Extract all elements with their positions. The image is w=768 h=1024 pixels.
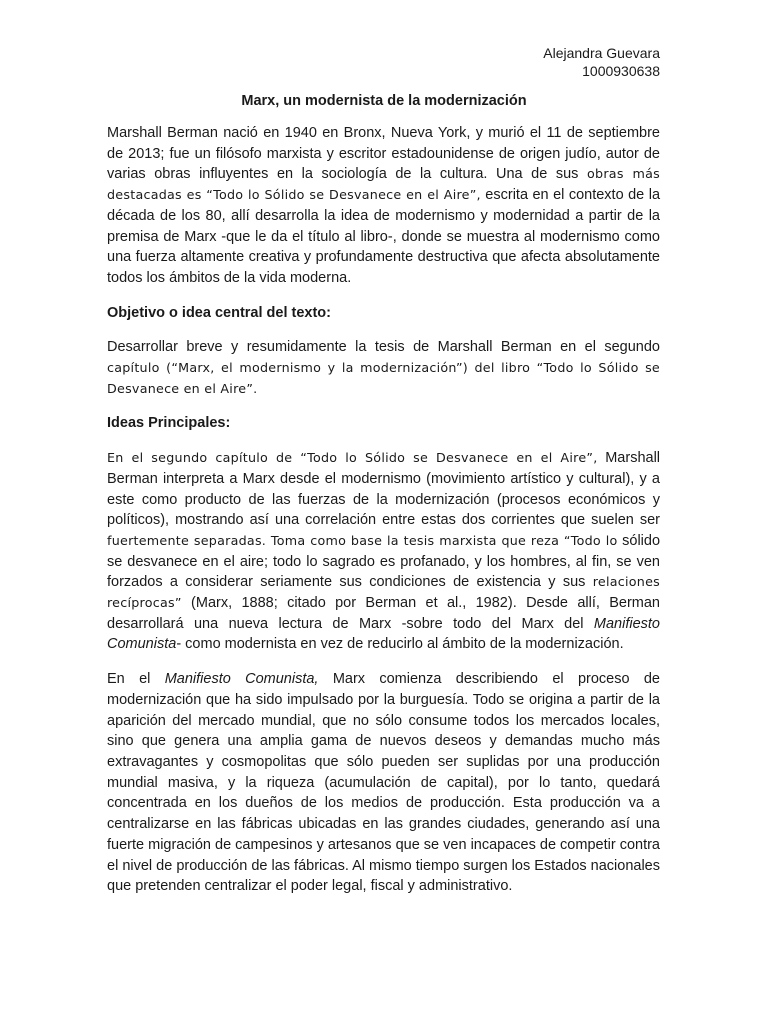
document-title: Marx, un modernista de la modernización [241,93,527,109]
intro-paragraph [107,123,660,289]
objective-text-b: capítulo (“Marx, el modernismo y la modernización”) del libro “Todo lo Sólido se Desvanece en el Aire”. [107,360,660,396]
objective-text-a: Desarrollar breve y resumidamente la tesis de Marshall Berman en el segundo [107,339,660,356]
manifesto-text-c: Marx comienza describiendo el proceso de modernización que ha sido impulsado por la burguesía. Todo se origina a partir de la aparición del mercado mundial, que no sólo consume todos los mercados locales, sino que genera una amplia gama de nuevos deseos y demandas mucho más extravagantes y cosmopolitas que sólo pueden ser suplidas por una producción mundial masiva, y la riqueza (acumulación de capital), por lo tanto, quedará concentrada en los dueños de los medios de producción. Esta producción va a centralizarse en las fábricas ubicadas en las grandes ciudades, generando así una fuerte migración de campesinos y artesanos que se ven incapaces de competir contra el nivel de producción de las fábricas. Al mismo tiempo surgen los Estados nacionales que pretenden centralizar el poder legal, fiscal y administrativo. [107,671,660,895]
ideas-text-d: sólido se desvanece en el aire; todo lo sagrado es profanado, y los hombres, al fin, se ven forzados a considerar seriamente sus condiciones de existencia y sus [107,532,661,591]
intro-text-b: obras más destacadas es “Todo lo Sólido se Desvanece en el Aire”, [107,166,660,203]
ideas-text-c: fuertemente separadas. Toma como base la tesis marxista que reza “Todo lo [107,532,618,548]
manifesto-text-a: En el [107,671,151,688]
intro-text-a: Marshall Berman nació en 1940 en Bronx, Nueva York, y murió el 11 de septiembre de 2013; fue un filósofo marxista y escritor estadounidense de origen judío, autor de varias obras influyentes en la sociología de la cultura. Una de sus [107,125,660,183]
objective-heading: Objetivo o idea central del texto: [107,304,331,321]
author-name: Alejandra Guevara [543,45,660,61]
student-id: 1000930638 [582,63,660,79]
ideas-text-a: En el segundo capítulo de “Todo lo Sólido se Desvanece en el Aire”, [107,450,598,466]
intro-text-c: escrita en el contexto de la década de los 80, allí desarrolla la idea de modernismo y modernidad a partir de la premisa de Marx -que le da el título al libro-, donde se muestra al modernismo como una fuerza altamente creativa y profundamente destructiva que afecta absolutamente todos los ámbitos de la vida moderna. [107,187,661,286]
document-body [107,123,660,911]
main-ideas-paragraph [107,448,660,655]
ideas-text-e: relaciones recíprocas” [107,574,660,611]
ideas-text-g: Manifiesto Comunista [107,615,660,653]
ideas-text-b: Marshall Berman interpreta a Marx desde el modernismo (movimiento artístico y cultural), y a este como producto de las fuerzas de la modernización (procesos económicos y políticos), mostrando así una correlación entre estas dos corrientes que suelen ser [107,450,661,529]
manifesto-paragraph [107,669,660,897]
objective-paragraph [107,337,660,399]
manifesto-text-b: Manifiesto Comunista, [164,671,319,688]
ideas-text-f: (Marx, 1888; citado por Berman et al., 1982). Desde allí, Berman desarrollará una nueva lectura de Marx -sobre todo del Marx del [107,595,660,632]
ideas-text-h: - como modernista en vez de reducirlo al ámbito de la modernización. [176,636,624,653]
main-ideas-heading: Ideas Principales: [107,415,231,432]
author-header [543,44,660,80]
